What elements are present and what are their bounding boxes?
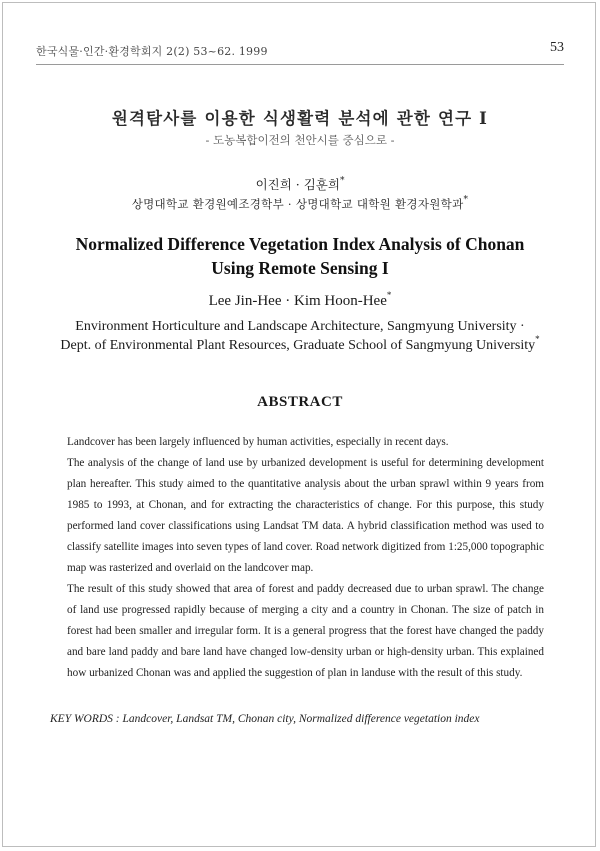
header-rule [36, 64, 564, 65]
abstract-body [67, 432, 544, 684]
english-author-mark: * [386, 290, 392, 300]
korean-affiliation-mark: * [463, 195, 469, 206]
english-title-line2: Using Remote Sensing I [211, 258, 389, 278]
english-affiliation-mark: * [535, 334, 540, 345]
english-affiliation [0, 317, 600, 355]
key-words: KEY WORDS : Landcover, Landsat TM, Chonan city, Normalized difference vegetation index [50, 713, 480, 725]
korean-title: 원격탐사를 이용한 식생활력 분석에 관한 연구 I [111, 109, 489, 128]
english-authors [0, 290, 600, 310]
korean-authors [0, 175, 600, 193]
english-title-line1: Normalized Difference Vegetation Index Analysis of Chonan [75, 234, 525, 254]
korean-affiliation-text: 상명대학교 환경원예조경학부 · 상명대학교 대학원 환경자원학과 [131, 197, 464, 211]
english-affiliation-line2: Dept. of Environmental Plant Resources, Graduate School of Sangmyung University [60, 338, 536, 353]
abstract-paragraph-2: The analysis of the change of land use by urbanized development is useful for determining development plan hereafter. This study aimed to the quantitative analysis about the urban sprawl within 9 years from 1985 to 1993, at Chonan, and for extracting the characteristics of change. For this purpose, this study performed land cover classifications using Landsat TM data. A hybrid classification method was used to classify satellite images into seven types of land cover. Road network digitized from 1:25,000 topographic map was rasterized and overlaid on the landcover map. [67, 457, 544, 574]
english-affiliation-line1: Environment Horticulture and Landscape Architecture, Sangmyung University · [75, 319, 525, 334]
korean-affiliation [0, 196, 600, 212]
korean-author-mark: * [339, 175, 345, 186]
journal-citation: 한국식물·인간·환경학회지 2(2) 53~62. 1999 [36, 45, 268, 58]
korean-subtitle: - 도농복합이전의 천안시를 중심으로 - [205, 133, 395, 147]
abstract-paragraph-3: The result of this study showed that area of forest and paddy decreased due to urban sprawl. The change of land use progressed rapidly because of merging a city and a country in Chonan. The size of patch in forest had been smaller and irregular form. It is a general progress that the forest have changed the paddy and bare land paddy and bare land have changed low-density urban or high-density urban. This explained how urbanized Chonan was and applied the suggestion of plan in landuse with the result of this study. [67, 583, 544, 679]
korean-author-names: 이진희 · 김훈희 [255, 177, 340, 192]
english-title [0, 232, 600, 280]
abstract-paragraph-1: Landcover has been largely influenced by human activities, especially in recent days. [67, 436, 449, 448]
abstract-heading: ABSTRACT [257, 394, 343, 410]
page-number: 53 [550, 40, 564, 55]
english-author-names: Lee Jin-Hee · Kim Hoon-Hee [208, 293, 387, 309]
english-affiliation-line2-wrap [0, 336, 600, 355]
page-header [36, 40, 564, 60]
